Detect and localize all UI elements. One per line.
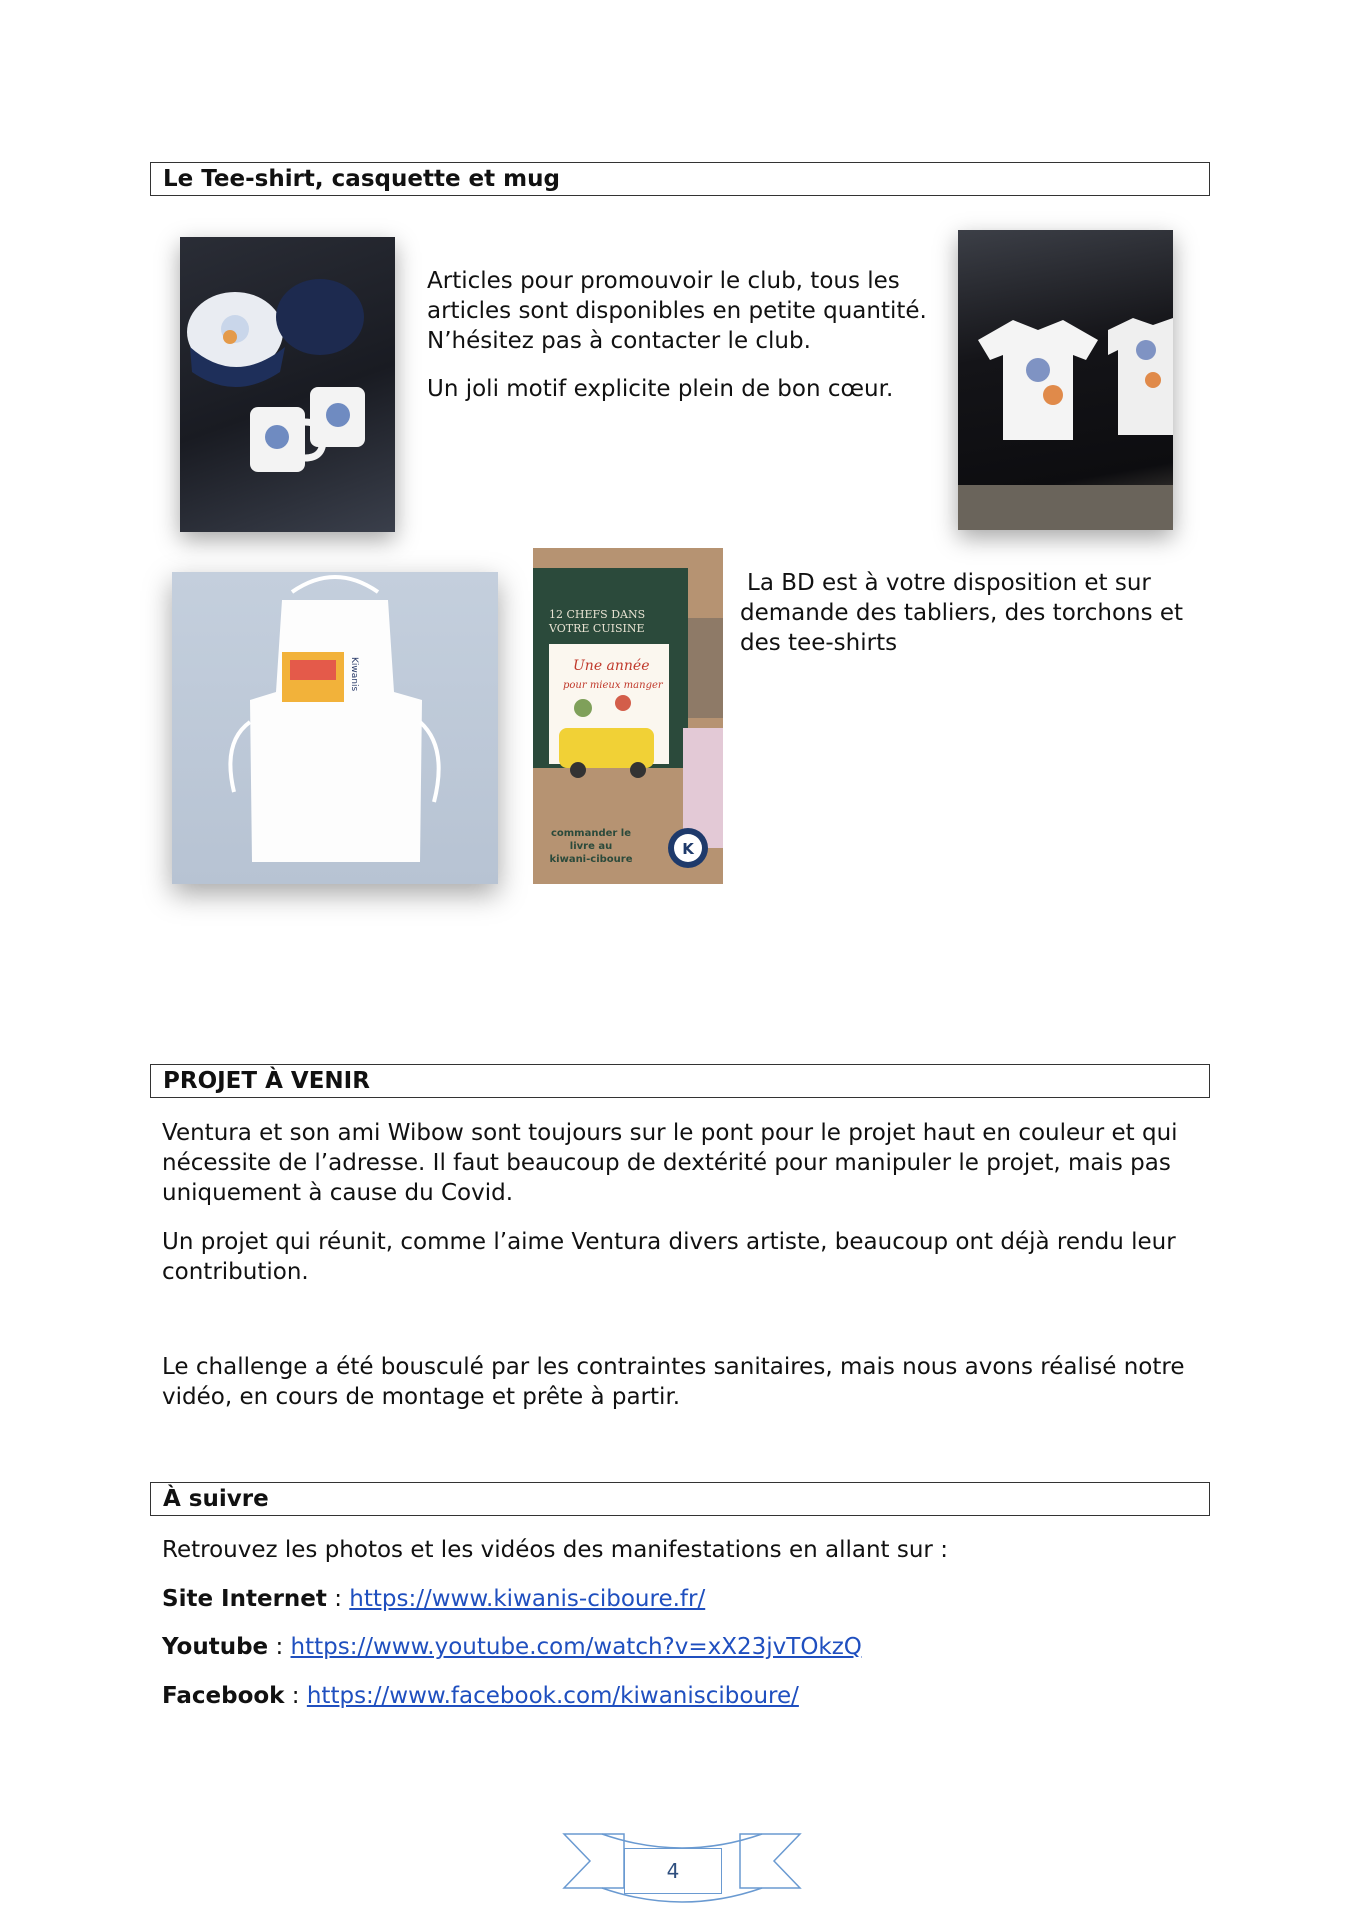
book-order-line2: livre au xyxy=(569,841,613,852)
book-order-line1: commander le xyxy=(550,828,632,839)
project-para1-line1: Ventura et son ami Wibow sont toujours sur le pont pour le projet haut en couleur et qui xyxy=(162,1120,1178,1146)
bd-text-line3: des tee-shirts xyxy=(740,630,898,656)
book-badge-letter: K xyxy=(682,840,694,858)
apron-illustration xyxy=(172,572,498,884)
bd-text-line1: La BD est à votre disposition et sur xyxy=(747,570,1151,596)
project-para2-line1: Un projet qui réunit, comme l’aime Ventura divers artiste, beaucoup ont déjà rendu leur xyxy=(162,1229,1176,1255)
link-label: Youtube xyxy=(162,1634,269,1660)
link-separator: : xyxy=(268,1634,291,1660)
project-para3-line1: Le challenge a été bousculé par les contraintes sanitaires, mais nous avons réalisé notre xyxy=(162,1354,1185,1380)
link-separator: : xyxy=(284,1683,307,1709)
link-label: Site Internet xyxy=(162,1586,327,1612)
section-header-merch xyxy=(150,162,1210,196)
book-order-line3: kiwani-ciboure xyxy=(549,854,633,865)
section-title: Le Tee-shirt, casquette et mug xyxy=(163,166,560,192)
tshirts-photo xyxy=(958,230,1173,530)
link-separator: : xyxy=(326,1586,350,1612)
book-title-line1: 12 CHEFS DANS xyxy=(549,608,646,621)
tshirts-illustration xyxy=(958,230,1173,530)
section-title: PROJET À VENIR xyxy=(163,1068,370,1094)
merch-text-line2: articles sont disponibles en petite quantité. xyxy=(427,298,927,324)
section-header-follow xyxy=(150,1482,1210,1516)
merch-text-line3: N’hésitez pas à contacter le club. xyxy=(427,328,811,354)
project-para1-line2: nécessite de l’adresse. Il faut beaucoup de dextérité pour manipuler le projet, mais pas xyxy=(162,1150,1171,1176)
merch-text-line1: Articles pour promouvoir le club, tous les xyxy=(427,268,900,294)
project-para1-line3: uniquement à cause du Covid. xyxy=(162,1180,514,1206)
link-row-facebook xyxy=(162,1681,799,1711)
follow-intro: Retrouvez les photos et les vidéos des manifestations en allant sur : xyxy=(162,1537,948,1563)
book-cover-photo xyxy=(533,548,723,884)
bd-text-line2: demande des tabliers, des torchons et xyxy=(740,600,1184,626)
book-cover-illustration xyxy=(533,548,723,884)
website-link[interactable]: https://www.kiwanis-ciboure.fr/ xyxy=(349,1586,706,1612)
facebook-link[interactable]: https://www.facebook.com/kiwanisciboure/ xyxy=(306,1683,799,1709)
merch-text-para2: Un joli motif explicite plein de bon cœur. xyxy=(427,376,894,402)
project-para2-line2: contribution. xyxy=(162,1259,309,1285)
mugs-caps-illustration xyxy=(180,237,395,532)
section-title: À suivre xyxy=(163,1486,269,1512)
page-number: 4 xyxy=(666,1859,680,1883)
apron-photo xyxy=(172,572,498,884)
book-script-line2: pour mieux manger xyxy=(563,680,663,691)
link-row-youtube xyxy=(162,1632,862,1662)
apron-logo-text: Kiwanis xyxy=(349,657,359,692)
mugs-caps-photo xyxy=(180,237,395,532)
section-header-project xyxy=(150,1064,1210,1098)
link-label: Facebook xyxy=(162,1683,285,1709)
link-row-website xyxy=(162,1584,705,1614)
book-script-line1: Une année xyxy=(573,658,650,674)
project-para3-line2: vidéo, en cours de montage et prête à partir. xyxy=(162,1384,681,1410)
page-number-box xyxy=(624,1848,722,1894)
youtube-link[interactable]: https://www.youtube.com/watch?v=xX23jvTOkzQ xyxy=(290,1634,862,1660)
book-title-line2: VOTRE CUISINE xyxy=(549,622,645,635)
